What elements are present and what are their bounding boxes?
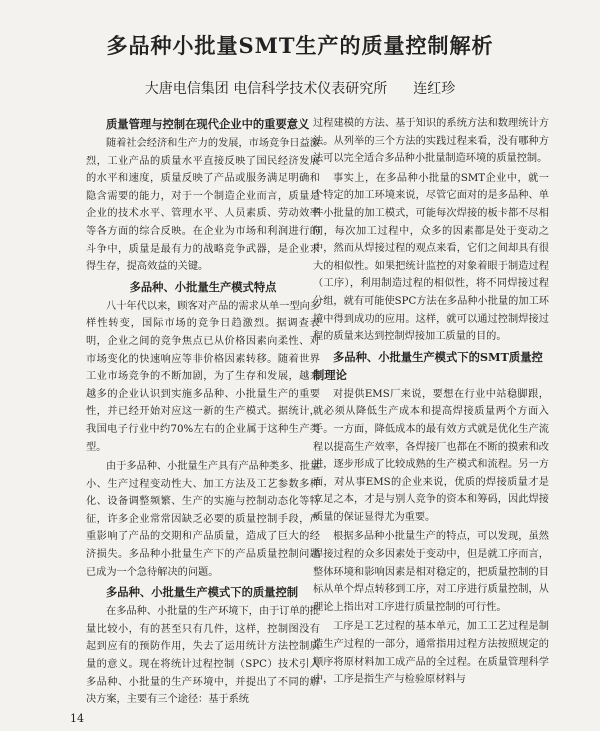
page-number: 14	[70, 712, 84, 725]
author-affiliation: 大唐电信集团 电信科学技术仪表研究所	[144, 81, 388, 97]
paragraph: 根据多品种小批量生产的特点，可以发现，虽然焊接过程的众多因素处于变动中，但是就工序而言，整体环境和影响因素是相对稳定的，把质量控制的目标从单个焊点转移到工序，对工序进行质量控制，从理论上指出对工序进行质量控制的可行性。	[313, 531, 549, 613]
section-heading-mode-features: 多品种、小批量生产模式特点	[129, 279, 277, 294]
author-name: 连红珍	[413, 81, 456, 97]
paragraph: 对提供EMS厂来说，要想在行业中站稳脚跟，就必须从降低生产成本和提高焊接质量两个方面入手。一方面，降低成本的最有效方式就是优化生产流程以提高生产效率，各焊接厂也都在不断的摸索和改进，逐步形成了比较成熟的生产模式和流程。另一方面，对从事EMS的企业来说，优质的焊接质量才是立足之本，才是与别人竞争的资本和筹码，因此焊接质量的保证显得尤为重要。	[313, 388, 549, 523]
paragraph: 工序是工艺过程的基本单元，加工工艺过程是制造生产过程的一部分，通常指用过程方法按照规定的顺序将原材料加工成产品的全过程。在质量管理科学中，工序是指生产与检验原材料与	[313, 621, 549, 686]
article-title: 多品种小批量SMT生产的质量控制解析	[106, 33, 494, 58]
paragraph: 事实上，在多品种小批量的SMT企业中，就一个特定的加工环境来说，尽管它面对的是多品种、单件小批量的加工模式，可能每次焊接的板卡都不尽相同，每次加工过程中，众多的因素都是处于变动之中，然而从焊接过程的观点来看，它们之间却具有很大的相似性。如果把统计监控的对象着眼于制造过程（工序），利用制造过程的相似性，将不同焊接过程分组，就有可能使SPC方法在多品种小批量的加工环境中得到成功的应用。这样，就可以通过控制焊接过程的质量来达到控制焊接加工质量的目的。	[313, 172, 549, 343]
section-heading-quality-control: 多品种、小批量生产模式下的质量控制	[106, 585, 299, 600]
paragraph: 随着社会经济和生产力的发展，市场竞争日益激烈，工业产品的质量水平直接反映了国民经济发展的水平和速度，质量反映了产品或服务满足明确和隐含需要的能力，对于一个制造企业而言，质量是企业的技术水平、管理水平、人员素质、劳动效率等各方面的综合反映。在企业为市场和利润进行的斗争中，质量是最有力的战略竞争武器，是企业求得生存，提高效益的关键。	[86, 138, 320, 273]
right-column	[313, 115, 549, 691]
paragraph: 在多品种、小批量的生产环境下，由于订单的批量比较小，有的甚至只有几件，这样，控制图没有起到应有的预防作用，失去了运用统计方法控制质量的意义。现在将统计过程控制（SPC）技术引入多品种、小批量的生产环境中，并提出了不同的解决方案，主要有三个途径：基于系统	[86, 606, 320, 706]
section-heading-quality-importance: 质量管理与控制在现代企业中的重要意义	[106, 117, 310, 131]
paragraph: 由于多品种、小批量生产具有产品种类多、批量小、生产过程变动性大、加工方法及工艺参数多样化、设备调整频繁、生产的实施与控制动态化等特征，许多企业常常因缺乏必要的质量控制手段，严重影响了产品的交期和产品质量，造成了巨大的经济损失。多品种小批量生产下的产品质量控制问题已成为一个急待解决的问题。	[86, 461, 320, 578]
author-line	[0, 78, 600, 98]
section-heading-smt-theory: 多品种、小批量生产模式下的SMT质量控制理论	[313, 349, 543, 382]
paragraph: 过程建模的方法、基于知识的系统方法和数理统计方法。从列举的三个方法的实践过程来看，没有哪种方法可以完全适合多品种小批量制造环境的质量控制。	[313, 118, 549, 165]
paragraph: 八十年代以来，顾客对产品的需求从单一型向多样性转变，国际市场的竞争日趋激烈。据调查表明，企业之间的竞争焦点已从价格因素向柔性、对市场变化的快速响应等非价格因素转移。随着世界工业市场竞争的不断加剧，为了生存和发展，越来越多的企业认识到实施多品种、小批量生产的重要性，并已经开始对应这一新的生产模式。据统计，我国电子行业中约70%左右的企业属于这种生产类型。	[86, 300, 320, 453]
left-column	[86, 115, 320, 711]
